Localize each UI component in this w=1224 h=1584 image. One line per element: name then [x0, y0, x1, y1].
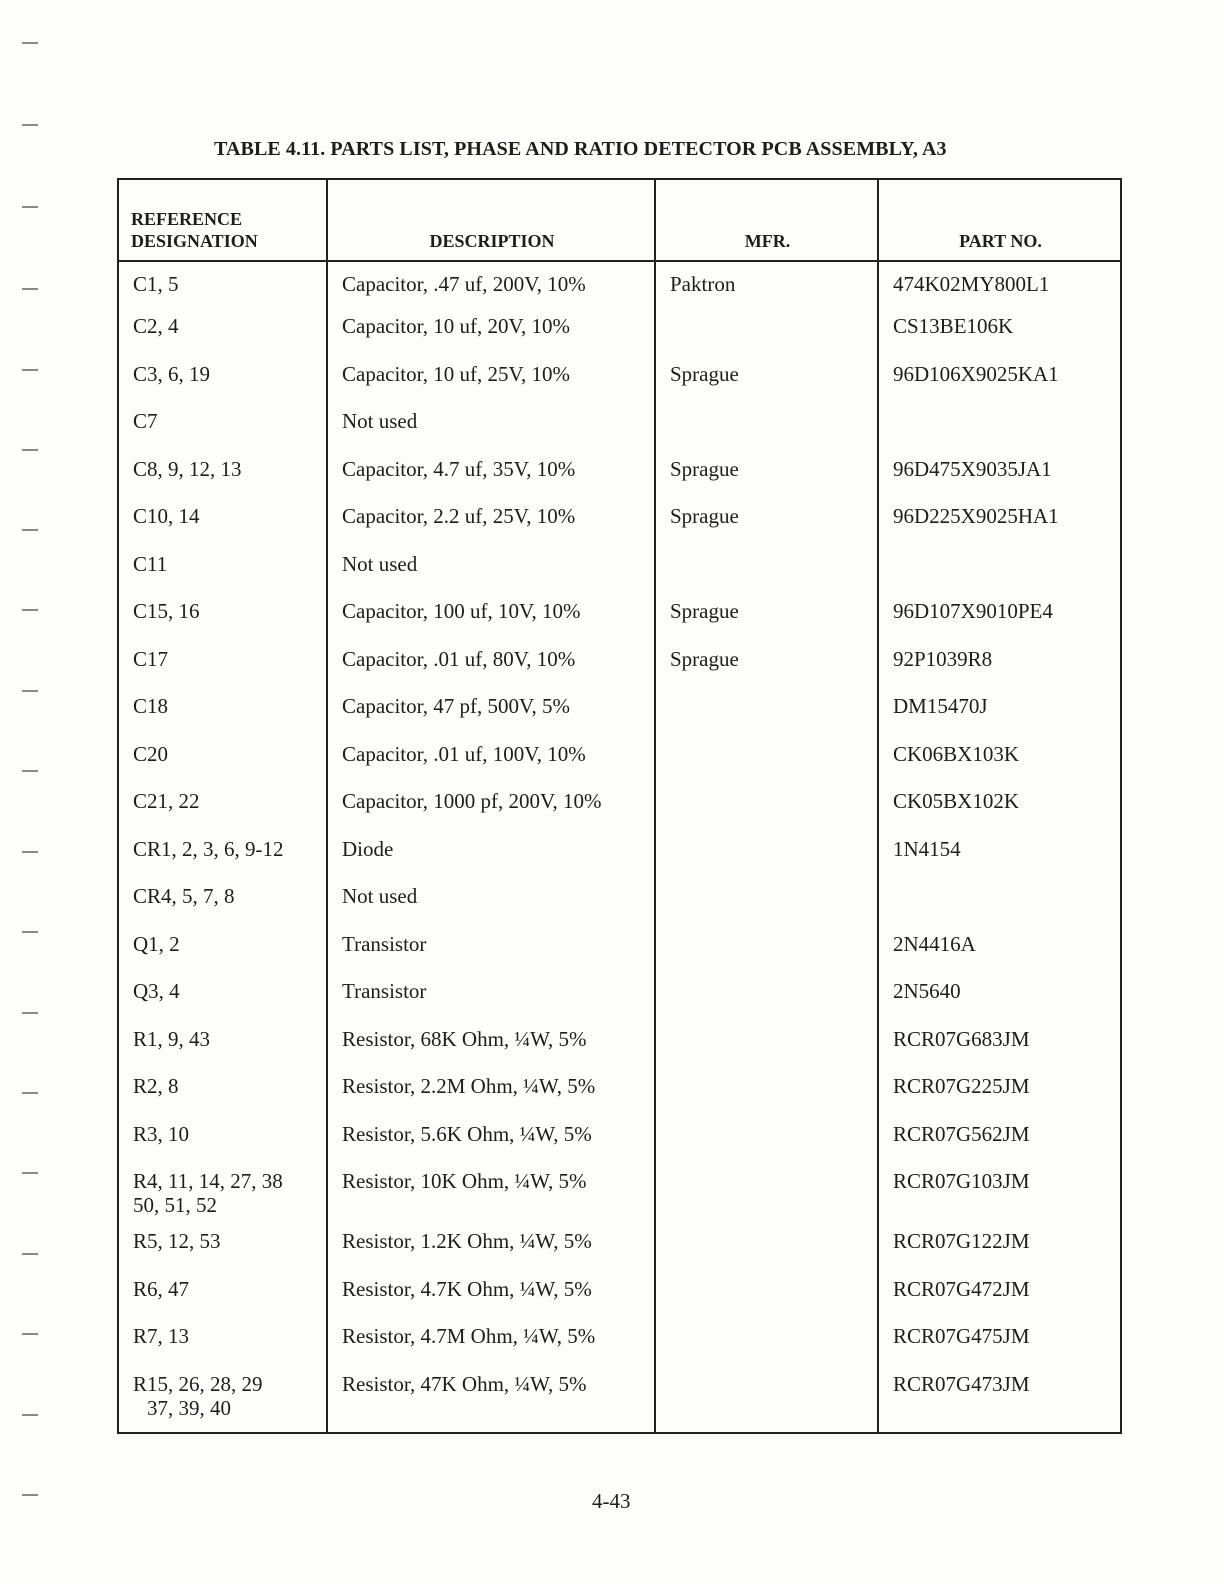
cell-description: Resistor, 4.7K Ohm, ¼W, 5%	[327, 1277, 655, 1325]
margin-tick	[22, 1414, 38, 1416]
cell-reference: R5, 12, 53	[118, 1229, 327, 1277]
margin-tick	[22, 206, 38, 208]
page-number: 4-43	[592, 1489, 631, 1513]
cell-part-no	[878, 409, 1121, 457]
cell-description: Capacitor, 4.7 uf, 35V, 10%	[327, 457, 655, 505]
cell-part-no: 2N5640	[878, 979, 1121, 1027]
cell-reference: R2, 8	[118, 1074, 327, 1122]
cell-description: Transistor	[327, 932, 655, 980]
cell-description: Resistor, 4.7M Ohm, ¼W, 5%	[327, 1324, 655, 1372]
table-row	[118, 1074, 1121, 1122]
cell-reference: C11	[118, 552, 327, 600]
margin-tick	[22, 124, 38, 126]
cell-mfr	[655, 1277, 878, 1325]
cell-part-no: DM15470J	[878, 694, 1121, 742]
cell-part-no: CS13BE106K	[878, 314, 1121, 362]
cell-mfr: Sprague	[655, 647, 878, 695]
margin-tick	[22, 42, 38, 44]
margin-tick	[22, 1333, 38, 1335]
cell-part-no: 92P1039R8	[878, 647, 1121, 695]
cell-part-no	[878, 552, 1121, 600]
table-row	[118, 261, 1121, 314]
cell-description: Capacitor, 10 uf, 20V, 10%	[327, 314, 655, 362]
table-row	[118, 552, 1121, 600]
cell-description: Capacitor, .01 uf, 80V, 10%	[327, 647, 655, 695]
table-row	[118, 837, 1121, 885]
cell-mfr	[655, 979, 878, 1027]
cell-part-no	[878, 884, 1121, 932]
cell-description: Not used	[327, 552, 655, 600]
cell-reference: R1, 9, 43	[118, 1027, 327, 1075]
cell-mfr	[655, 789, 878, 837]
margin-tick	[22, 851, 38, 853]
table-row	[118, 1169, 1121, 1229]
margin-tick	[22, 529, 38, 531]
table-row	[118, 457, 1121, 505]
cell-mfr: Sprague	[655, 599, 878, 647]
cell-reference	[118, 1169, 327, 1229]
table-row	[118, 1122, 1121, 1170]
cell-mfr: Sprague	[655, 362, 878, 410]
cell-description: Diode	[327, 837, 655, 885]
margin-tick	[22, 1253, 38, 1255]
cell-mfr	[655, 552, 878, 600]
cell-reference: Q3, 4	[118, 979, 327, 1027]
cell-mfr	[655, 314, 878, 362]
cell-reference: C20	[118, 742, 327, 790]
margin-tick	[22, 288, 38, 290]
cell-mfr	[655, 1372, 878, 1433]
cell-mfr	[655, 1169, 878, 1229]
cell-mfr	[655, 884, 878, 932]
cell-description: Capacitor, .47 uf, 200V, 10%	[327, 261, 655, 314]
cell-description: Capacitor, 1000 pf, 200V, 10%	[327, 789, 655, 837]
cell-reference: C18	[118, 694, 327, 742]
cell-reference: CR1, 2, 3, 6, 9-12	[118, 837, 327, 885]
table-title: TABLE 4.11. PARTS LIST, PHASE AND RATIO DETECTOR PCB ASSEMBLY, A3	[214, 138, 947, 160]
cell-part-no: RCR07G225JM	[878, 1074, 1121, 1122]
margin-tick	[22, 449, 38, 451]
cell-part-no: 1N4154	[878, 837, 1121, 885]
cell-part-no: 474K02MY800L1	[878, 261, 1121, 314]
cell-part-no: 2N4416A	[878, 932, 1121, 980]
cell-mfr	[655, 694, 878, 742]
cell-reference: C21, 22	[118, 789, 327, 837]
cell-description: Capacitor, 2.2 uf, 25V, 10%	[327, 504, 655, 552]
cell-reference: C15, 16	[118, 599, 327, 647]
cell-part-no: RCR07G473JM	[878, 1372, 1121, 1433]
cell-description: Capacitor, .01 uf, 100V, 10%	[327, 742, 655, 790]
table-row	[118, 647, 1121, 695]
table-row	[118, 504, 1121, 552]
cell-reference-line1: R4, 11, 14, 27, 38	[133, 1169, 283, 1193]
cell-reference: Q1, 2	[118, 932, 327, 980]
table-row	[118, 1324, 1121, 1372]
cell-reference-line1: R15, 26, 28, 29	[133, 1371, 263, 1396]
cell-reference: C3, 6, 19	[118, 362, 327, 410]
cell-part-no: RCR07G472JM	[878, 1277, 1121, 1325]
table-row	[118, 979, 1121, 1027]
cell-reference: R6, 47	[118, 1277, 327, 1325]
cell-description: Capacitor, 47 pf, 500V, 5%	[327, 694, 655, 742]
margin-tick	[22, 931, 38, 933]
cell-mfr	[655, 837, 878, 885]
cell-description: Transistor	[327, 979, 655, 1027]
table-row	[118, 884, 1121, 932]
cell-reference-line2: 37, 39, 40	[147, 1395, 231, 1420]
cell-description: Resistor, 1.2K Ohm, ¼W, 5%	[327, 1229, 655, 1277]
cell-part-no: RCR07G475JM	[878, 1324, 1121, 1372]
cell-description: Resistor, 47K Ohm, ¼W, 5%	[327, 1372, 655, 1433]
table-row	[118, 362, 1121, 410]
margin-tick	[22, 1494, 38, 1496]
cell-reference: C10, 14	[118, 504, 327, 552]
cell-description: Resistor, 5.6K Ohm, ¼W, 5%	[327, 1122, 655, 1170]
cell-reference: CR4, 5, 7, 8	[118, 884, 327, 932]
cell-part-no: RCR07G683JM	[878, 1027, 1121, 1075]
cell-description: Resistor, 2.2M Ohm, ¼W, 5%	[327, 1074, 655, 1122]
cell-reference: C7	[118, 409, 327, 457]
cell-part-no: CK05BX102K	[878, 789, 1121, 837]
table-row	[118, 599, 1121, 647]
table-row	[118, 1372, 1121, 1433]
cell-reference: C1, 5	[118, 261, 327, 314]
header-row	[118, 179, 1121, 261]
table-row	[118, 1027, 1121, 1075]
cell-mfr	[655, 1324, 878, 1372]
column-header-part-no: PART NO.	[878, 179, 1121, 261]
cell-part-no: RCR07G562JM	[878, 1122, 1121, 1170]
table-row	[118, 314, 1121, 362]
margin-tick	[22, 690, 38, 692]
margin-tick	[22, 1172, 38, 1174]
table-row	[118, 789, 1121, 837]
cell-part-no: 96D106X9025KA1	[878, 362, 1121, 410]
margin-tick	[22, 1092, 38, 1094]
column-header-reference-designation	[118, 179, 327, 261]
cell-part-no: RCR07G122JM	[878, 1229, 1121, 1277]
cell-description: Resistor, 10K Ohm, ¼W, 5%	[327, 1169, 655, 1229]
cell-mfr	[655, 1027, 878, 1075]
cell-reference: R3, 10	[118, 1122, 327, 1170]
cell-reference	[118, 1372, 327, 1433]
cell-mfr	[655, 1074, 878, 1122]
cell-description: Not used	[327, 409, 655, 457]
cell-mfr	[655, 932, 878, 980]
header-ref-line1: REFERENCE	[131, 209, 243, 229]
cell-mfr: Sprague	[655, 504, 878, 552]
cell-reference: C2, 4	[118, 314, 327, 362]
margin-tick	[22, 369, 38, 371]
margin-tick	[22, 1012, 38, 1014]
cell-reference-line2: 50, 51, 52	[133, 1193, 217, 1217]
cell-mfr	[655, 1122, 878, 1170]
cell-part-no: CK06BX103K	[878, 742, 1121, 790]
cell-mfr	[655, 1229, 878, 1277]
cell-part-no: 96D107X9010PE4	[878, 599, 1121, 647]
parts-list-table	[117, 178, 1122, 1434]
column-header-mfr: MFR.	[655, 179, 878, 261]
table-row	[118, 409, 1121, 457]
cell-reference: C17	[118, 647, 327, 695]
table-row	[118, 1277, 1121, 1325]
cell-description: Resistor, 68K Ohm, ¼W, 5%	[327, 1027, 655, 1075]
table-row	[118, 694, 1121, 742]
table-row	[118, 932, 1121, 980]
cell-mfr: Sprague	[655, 457, 878, 505]
cell-description: Not used	[327, 884, 655, 932]
cell-description: Capacitor, 100 uf, 10V, 10%	[327, 599, 655, 647]
cell-reference: C8, 9, 12, 13	[118, 457, 327, 505]
cell-part-no: RCR07G103JM	[878, 1169, 1121, 1229]
table-row	[118, 1229, 1121, 1277]
cell-mfr	[655, 409, 878, 457]
cell-description: Capacitor, 10 uf, 25V, 10%	[327, 362, 655, 410]
header-ref-line2: DESIGNATION	[131, 231, 258, 251]
margin-tick	[22, 770, 38, 772]
cell-part-no: 96D225X9025HA1	[878, 504, 1121, 552]
margin-tick	[22, 609, 38, 611]
table-row	[118, 742, 1121, 790]
cell-reference: R7, 13	[118, 1324, 327, 1372]
cell-mfr	[655, 742, 878, 790]
cell-part-no: 96D475X9035JA1	[878, 457, 1121, 505]
cell-mfr: Paktron	[655, 261, 878, 314]
column-header-description: DESCRIPTION	[327, 179, 655, 261]
